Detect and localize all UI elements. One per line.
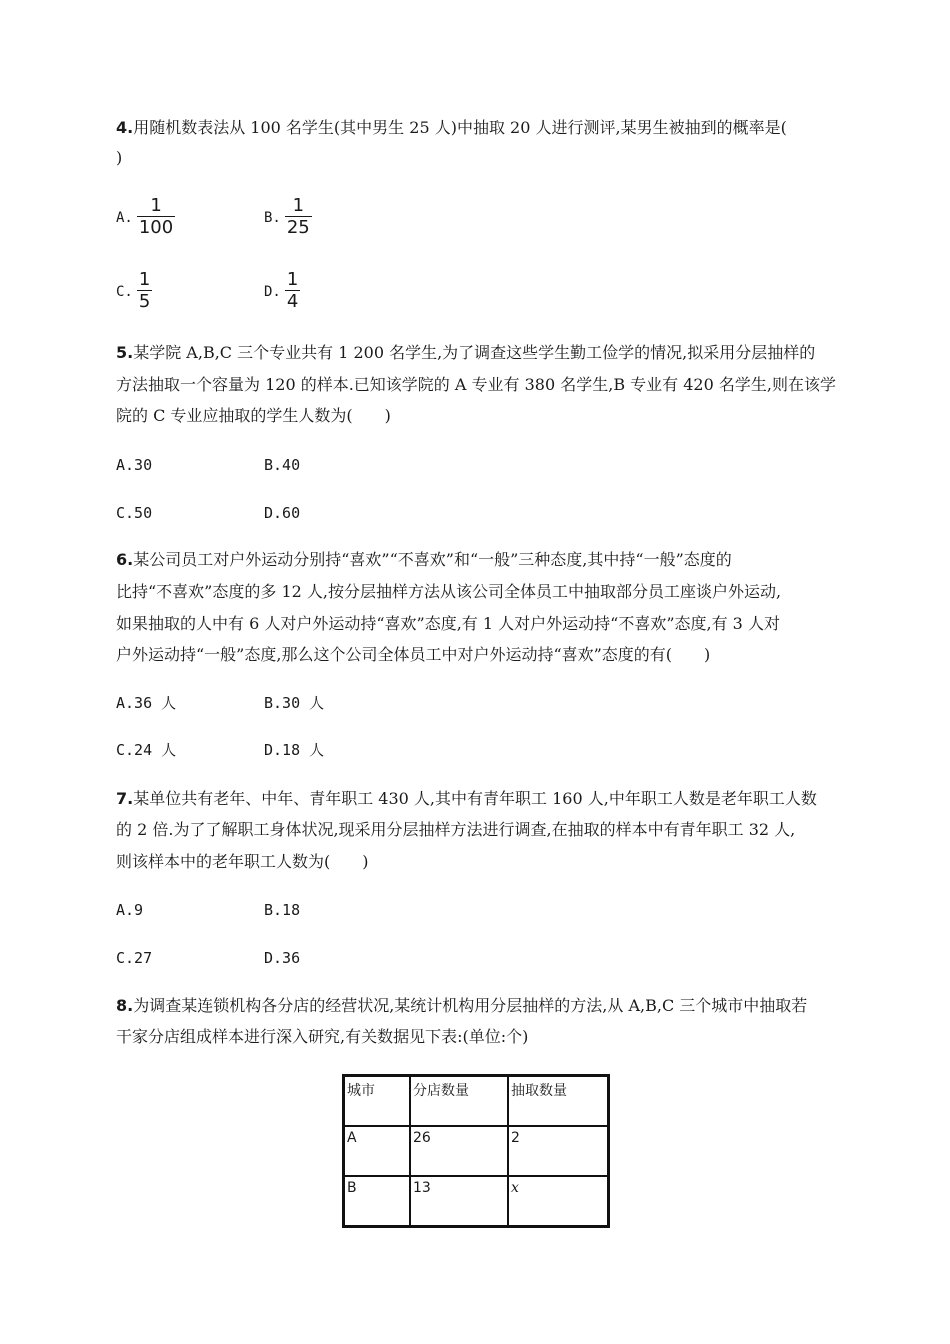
question-7-line-3: 则该样本中的老年职工人数为( ) [116,852,369,871]
question-5-line-3: 院的 C 专业应抽取的学生人数为( ) [116,406,391,425]
option-label: A. [116,209,133,226]
table-cell: 26 [410,1126,508,1176]
question-4-line-2: ) [116,148,123,167]
table-row [344,1176,609,1227]
table-header-cell: 城市 [344,1076,411,1127]
question-7-option-b[interactable]: B.18 [264,901,301,919]
question-5-option-d[interactable]: D.60 [264,504,301,522]
question-5-option-a[interactable]: A.30 [116,456,153,474]
question-4-option-d[interactable] [264,270,300,313]
table-cell: B [344,1176,411,1227]
question-6-line-3: 如果抽取的人中有 6 人对户外运动持“喜欢”态度,有 1 人对户外运动持“不喜欢”态度,有 3 人对 [116,614,780,633]
question-7-line-2: 的 2 倍.为了了解职工身体状况,现采用分层抽样方法进行调查,在抽取的样本中有青年职工 32 人, [116,820,796,839]
question-7-option-a[interactable]: A.9 [116,901,144,919]
question-8-line-2: 干家分店组成样本进行深入研究,有关数据见下表:(单位:个) [116,1027,529,1046]
option-label: D. [264,283,281,300]
option-label: B. [264,209,281,226]
question-7-option-d[interactable]: D.36 [264,949,301,967]
fraction: $\frac{1}{100}$ [138,195,174,238]
fraction: $\frac{1}{5}$ [138,269,151,312]
table-cell: 2 [508,1126,609,1176]
question-8-line-1: 8.为调查某连锁机构各分店的经营状况,某统计机构用分层抽样的方法,从 A,B,C 三个城市中抽取若 [116,996,808,1015]
table-header-row [344,1076,609,1127]
question-6-option-d[interactable]: D.18 人 [264,741,325,759]
question-6-line-2: 比持“不喜欢”态度的多 12 人,按分层抽样方法从该公司全体员工中抽取部分员工座谈户外运动, [116,582,782,601]
fraction: $\frac{1}{4}$ [286,269,299,312]
question-6-option-c[interactable]: C.24 人 [116,741,177,759]
question-4-option-a[interactable] [116,196,175,239]
data-table [342,1074,610,1228]
question-7-option-c[interactable]: C.27 [116,949,153,967]
table-header-cell: 抽取数量 [508,1076,609,1127]
question-4-option-c[interactable] [116,270,152,313]
question-5-line-2: 方法抽取一个容量为 120 的样本.已知该学院的 A 专业有 380 名学生,B 专业有 420 名学生,则在该学 [116,375,836,394]
question-4-option-b[interactable] [264,196,312,239]
table-cell: x [508,1176,609,1227]
option-label: C. [116,283,133,300]
question-6-option-b[interactable]: B.30 人 [264,694,325,712]
table-row [344,1126,609,1176]
question-6-option-a[interactable]: A.36 人 [116,694,177,712]
question-5-option-c[interactable]: C.50 [116,504,153,522]
table-header-cell: 分店数量 [410,1076,508,1127]
question-6-line-1: 6.某公司员工对户外运动分别持“喜欢”“不喜欢”和“一般”三种态度,其中持“一般”态度的 [116,550,732,569]
question-4-line-1: 4.用随机数表法从 100 名学生(其中男生 25 人)中抽取 20 人进行测评,某男生被抽到的概率是( [116,118,787,137]
question-7-line-1: 7.某单位共有老年、中年、青年职工 430 人,其中有青年职工 160 人,中年职工人数是老年职工人数 [116,789,817,808]
table-cell: 13 [410,1176,508,1227]
fraction: $\frac{1}{25}$ [286,195,310,238]
table-cell: A [344,1126,411,1176]
question-5-line-1: 5.某学院 A,B,C 三个专业共有 1 200 名学生,为了调查这些学生勤工俭学的情况,拟采用分层抽样的 [116,343,816,362]
question-6-line-4: 户外运动持“一般”态度,那么这个公司全体员工中对户外运动持“喜欢”态度的有( ) [116,645,711,664]
question-5-option-b[interactable]: B.40 [264,456,301,474]
